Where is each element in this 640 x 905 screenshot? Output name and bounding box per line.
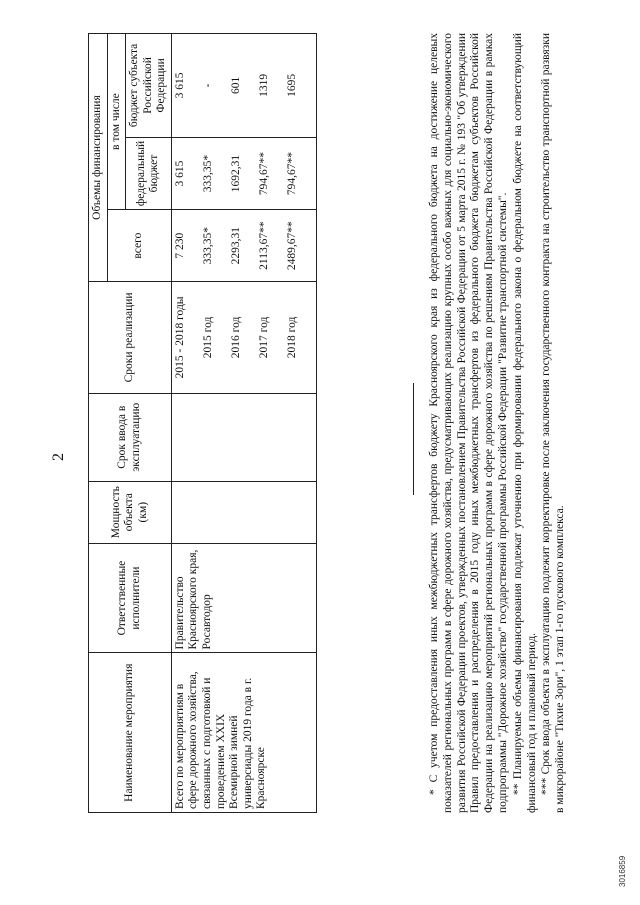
header-federal: федеральный бюджет [126, 137, 172, 209]
footnote: ** Планируемые объемы финансирования подлежат уточнению при формировании федерального закона о федеральном бюджете на соответствующий финансовый год и плановый период. [511, 33, 538, 813]
table-row [171, 34, 316, 813]
total-value: 7 230 [173, 232, 186, 259]
term-value: 2015 - 2018 годы [173, 296, 186, 379]
total-value: 333,35* [201, 226, 214, 265]
term-value: 2016 год [229, 316, 242, 359]
cell-regional [171, 34, 316, 138]
term-value: 2018 год [285, 316, 298, 359]
header-regional: бюджет субъекта Российской Федерации [126, 34, 172, 138]
footnotes [428, 33, 569, 813]
federal-value: 333,35* [201, 154, 214, 193]
cell-total [171, 210, 316, 282]
header-total: всего [107, 210, 171, 282]
cell-executors: Правительство Красноярского края, Росавтодор [171, 543, 316, 653]
header-commission: Срок ввода в эксплуатацию [89, 393, 172, 481]
federal-value: 3 615 [173, 160, 186, 187]
regional-value: 1695 [285, 73, 298, 97]
cell-commission [171, 393, 316, 481]
header-executors: Ответственные исполнители [89, 543, 172, 653]
total-value: 2489,67** [285, 221, 298, 271]
page-number: 2 [50, 453, 67, 461]
header-name: Наименование мероприятия [89, 653, 172, 813]
federal-value: 1692,31 [229, 154, 242, 193]
term-value: 2015 год [201, 316, 214, 359]
footnote: * С учетом предоставления иных межбюджетных трансфертов бюджету Красноярского края из федерального бюджета на достижение целевых показателей региональных программ в сфере дорожного хозяйства, предусматривающих реализацию крупных особо важных для социально-экономического развития Российской Федерации проектов, утвержденных постановлением Правительства Российской Федерации от 5 марта 2015 г. № 193 "Об утверждении Правил предоставления и распределения в 2015 году иных межбюджетных трансфертов из федерального бюджета бюджетам субъектов Российской Федерации на реализацию мероприятий региональных программ в сфере дорожного хозяйства по решениям Правительства Российской Федерации в рамках подпрограммы "Дорожное хозяйство" государственной программы Российской Федерации "Развитие транспортной системы". [428, 33, 509, 813]
federal-value: 794,67** [257, 151, 270, 196]
regional-value: 601 [229, 76, 242, 95]
header-incl: в том числе [107, 34, 126, 210]
header-financing: Объемы финансирования [89, 34, 108, 282]
federal-value: 794,67** [285, 151, 298, 196]
footnote: *** Срок ввода объекта в эксплуатацию подлежит корректировке после заключения государственного контракта на строительство транспортной развязки в микрорайоне "Тихие Зори", 1 этап 1-го пускового комплекса. [540, 33, 567, 813]
total-value: 2293,31 [229, 226, 242, 265]
header-capacity: Мощность объекта (км) [89, 481, 172, 543]
term-value: 2017 год [257, 316, 270, 359]
regional-value: 1319 [257, 73, 270, 97]
separator-line [413, 383, 414, 495]
cell-terms [171, 282, 316, 394]
header-terms: Сроки реализации [89, 282, 172, 394]
total-value: 2113,67** [257, 221, 270, 270]
cell-federal [171, 137, 316, 209]
regional-value: - [201, 83, 214, 88]
cell-name: Всего по мероприятиям в сфере дорожного хозяйства, связанных с подготовкой и проведением XXIX Всемирной зимней универсиады 2019 года в г. Красноярске [171, 653, 316, 813]
regional-value: 3 615 [173, 72, 186, 99]
financing-table [88, 33, 317, 813]
document-id: 3016859 [618, 855, 627, 887]
cell-capacity [171, 481, 316, 543]
